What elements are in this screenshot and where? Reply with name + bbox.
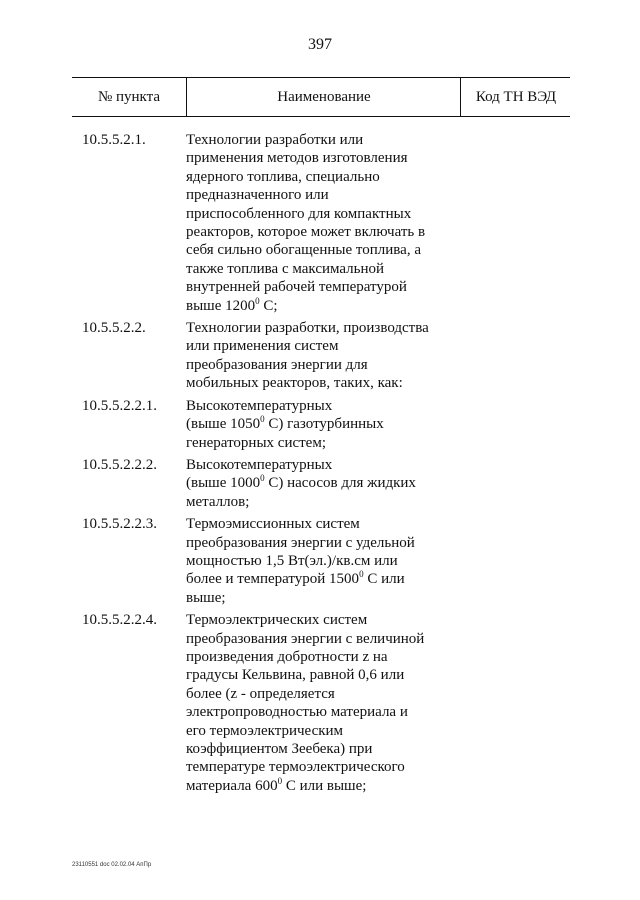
text-line: преобразования энергии для — [186, 356, 368, 373]
text-line: Технологии разработки или — [186, 132, 364, 148]
text-line: произведения добротности z на — [186, 648, 388, 665]
row-text — [186, 611, 460, 795]
row-text — [186, 319, 460, 393]
text-line: выше; — [186, 589, 226, 606]
text-line: коэффициентом Зеебека) при — [186, 741, 373, 757]
text-line: Термоэлектрических систем — [186, 612, 368, 629]
text-line: Технологии разработки, производства — [186, 320, 429, 337]
text-line: Высокотемпературных — [186, 397, 333, 414]
degree-superscript: 0 — [255, 295, 260, 306]
text-line: преобразования энергии с удельной — [186, 534, 415, 551]
table-row — [72, 131, 570, 315]
text-line: градусы Кельвина, равной 0,6 или — [186, 667, 405, 684]
text-line: температуре термоэлектрического — [186, 759, 405, 776]
footer-document-code: 23110551 doc 02.02.04 АпПр — [72, 862, 152, 868]
text-line: выше 1200$^0$ С; — [186, 295, 278, 314]
row-number: 10.5.5.2.2. — [82, 320, 146, 337]
text-line: электропроводностью материала и — [186, 704, 408, 721]
text-line: его термоэлектрическим — [186, 722, 344, 739]
text-line: применения методов изготовления — [186, 150, 408, 167]
table-row — [72, 456, 570, 511]
degree-superscript: 0 — [277, 775, 283, 786]
header-number-column: № пункта — [97, 89, 161, 105]
row-number: 10.5.5.2.2.1. — [82, 397, 157, 414]
text-line: приспособленного для компактных — [186, 205, 412, 222]
text-line: (выше 1050$^0$ С) газотурбинных — [186, 414, 384, 433]
degree-superscript: 0 — [359, 569, 364, 580]
text-line: генераторных систем; — [186, 434, 326, 451]
row-text — [186, 456, 460, 511]
table-row — [72, 515, 570, 607]
text-line: или применения систем — [186, 338, 339, 355]
row-number: 10.5.5.2.2.2. — [82, 456, 157, 473]
row-text — [186, 515, 460, 607]
text-line: преобразования энергии с величиной — [186, 630, 425, 647]
text-line: мощностью 1,5 Вт(эл.)/кв.см или — [186, 552, 398, 569]
table-body — [72, 131, 570, 799]
text-line: (выше 1000$^0$ С) насосов для жидких — [186, 473, 416, 492]
text-line: мобильных реакторов, таких, как: — [186, 375, 403, 392]
row-number: 10.5.5.2.1. — [82, 132, 146, 148]
table-header — [72, 77, 570, 117]
header-code-column: Код ТН ВЭД — [460, 78, 571, 116]
text-line: Термоэмиссионных систем — [186, 516, 360, 533]
row-number: 10.5.5.2.2.3. — [82, 516, 157, 533]
text-line: предназначенного или — [186, 187, 329, 204]
row-text — [186, 397, 460, 452]
table-row — [72, 319, 570, 393]
text-line: металлов; — [186, 493, 250, 510]
table-row — [72, 397, 570, 452]
row-number: 10.5.5.2.2.4. — [82, 612, 157, 629]
row-text — [186, 131, 460, 315]
degree-superscript: 0 — [260, 473, 265, 484]
text-line: Высокотемпературных — [186, 456, 333, 473]
text-line: внутренней рабочей температурой — [186, 279, 407, 296]
table-row — [72, 611, 570, 795]
text-line: себя сильно обогащенные топлива, а — [186, 242, 421, 259]
text-line: реакторов, которое может включать в — [186, 224, 426, 241]
degree-superscript: 0 — [260, 414, 265, 425]
text-line: материала $600^0$ С или выше; — [186, 775, 367, 794]
text-line: более и температурой 1500$^0$ С или — [186, 569, 405, 588]
page-number: 397 — [308, 36, 332, 53]
text-line: также топлива с максимальной — [186, 260, 385, 277]
text-line: ядерного топлива, специально — [186, 168, 380, 185]
text-line: более (z - определяется — [186, 685, 335, 702]
header-name-column: Наименование — [186, 78, 461, 116]
